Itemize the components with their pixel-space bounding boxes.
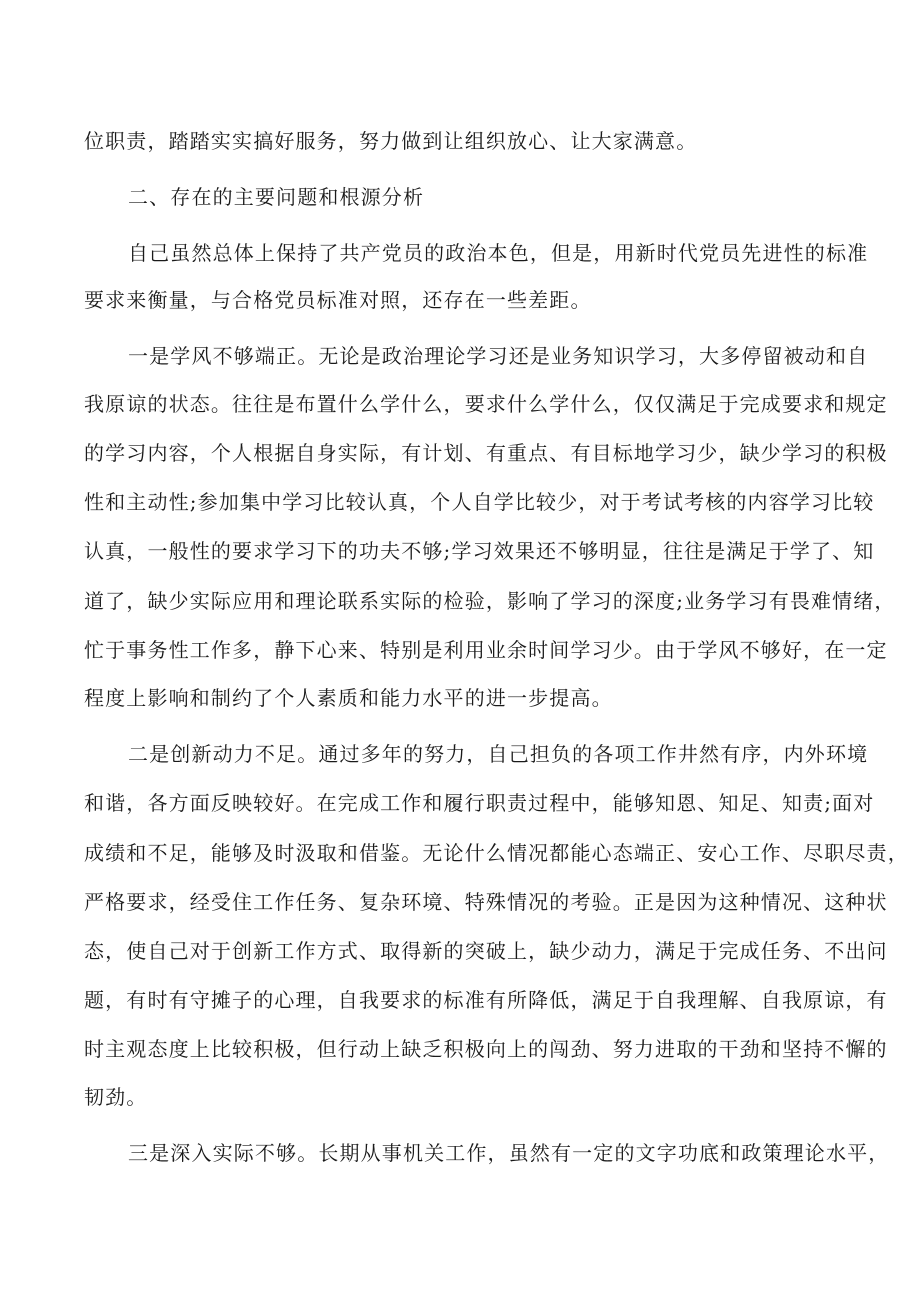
paragraph-line: 严格要求，经受住工作任务、复杂环境、特殊情况的考验。正是因为这种情况、这种状 [84,890,888,914]
paragraph-line: 自己虽然总体上保持了共产党员的政治本色，但是，用新时代党员先进性的标准 [128,241,869,265]
paragraph-line: 的学习内容，个人根据自身实际，有计划、有重点、有目标地学习少，缺少学习的积极 [84,441,888,465]
paragraph-line: 程度上影响和制约了个人素质和能力水平的进一步提高。 [84,686,613,710]
paragraph-line: 一是学风不够端正。无论是政治理论学习还是业务知识学习，大多停留被动和自 [128,344,869,368]
paragraph-line: 认真，一般性的要求学习下的功夫不够;学习效果还不够明显，往往是满足于学了、知 [84,539,875,563]
paragraph-line: 时主观态度上比较积极，但行动上缺乏积极向上的闯劲、努力进取的干劲和坚持不懈的 [84,1037,888,1061]
paragraph-line: 二是创新动力不足。通过多年的努力，自己担负的各项工作井然有序，内外环境 [128,742,869,766]
paragraph-line: 忙于事务性工作多，静下心来、特别是利用业余时间学习少。由于学风不够好，在一定 [84,638,888,662]
paragraph-line: 性和主动性;参加集中学习比较认真，个人自学比较少，对于考试考核的内容学习比较 [84,490,875,514]
paragraph-line: 道了，缺少实际应用和理论联系实际的检验，影响了学习的深度;业务学习有畏难情绪， [84,589,896,613]
paragraph-line: 我原谅的状态。往往是布置什么学什么，要求什么学什么，仅仅满足于完成要求和规定 [84,392,888,416]
paragraph-line: 成绩和不足，能够及时汲取和借鉴。无论什么情况都能心态端正、安心工作、尽职尽责， [84,841,909,865]
paragraph-line: 三是深入实际不够。长期从事机关工作，虽然有一定的文字功底和政策理论水平， [128,1141,890,1165]
paragraph-line: 题，有时有守摊子的心理，自我要求的标准有所降低，满足于自我理解、自我原谅，有 [84,988,888,1012]
paragraph-line: 位职责，踏踏实实搞好服务，努力做到让组织放心、让大家满意。 [84,129,698,153]
paragraph-line: 态，使自己对于创新工作方式、取得新的突破上，缺少动力，满足于完成任务、不出问 [84,939,888,963]
paragraph-line: 要求来衡量，与合格党员标准对照，还存在一些差距。 [84,288,592,312]
paragraph-line: 韧劲。 [84,1085,148,1109]
paragraph-line: 和谐，各方面反映较好。在完成工作和履行职责过程中，能够知恩、知足、知责;面对 [84,791,875,815]
section-heading: 二、存在的主要问题和根源分析 [128,185,425,209]
